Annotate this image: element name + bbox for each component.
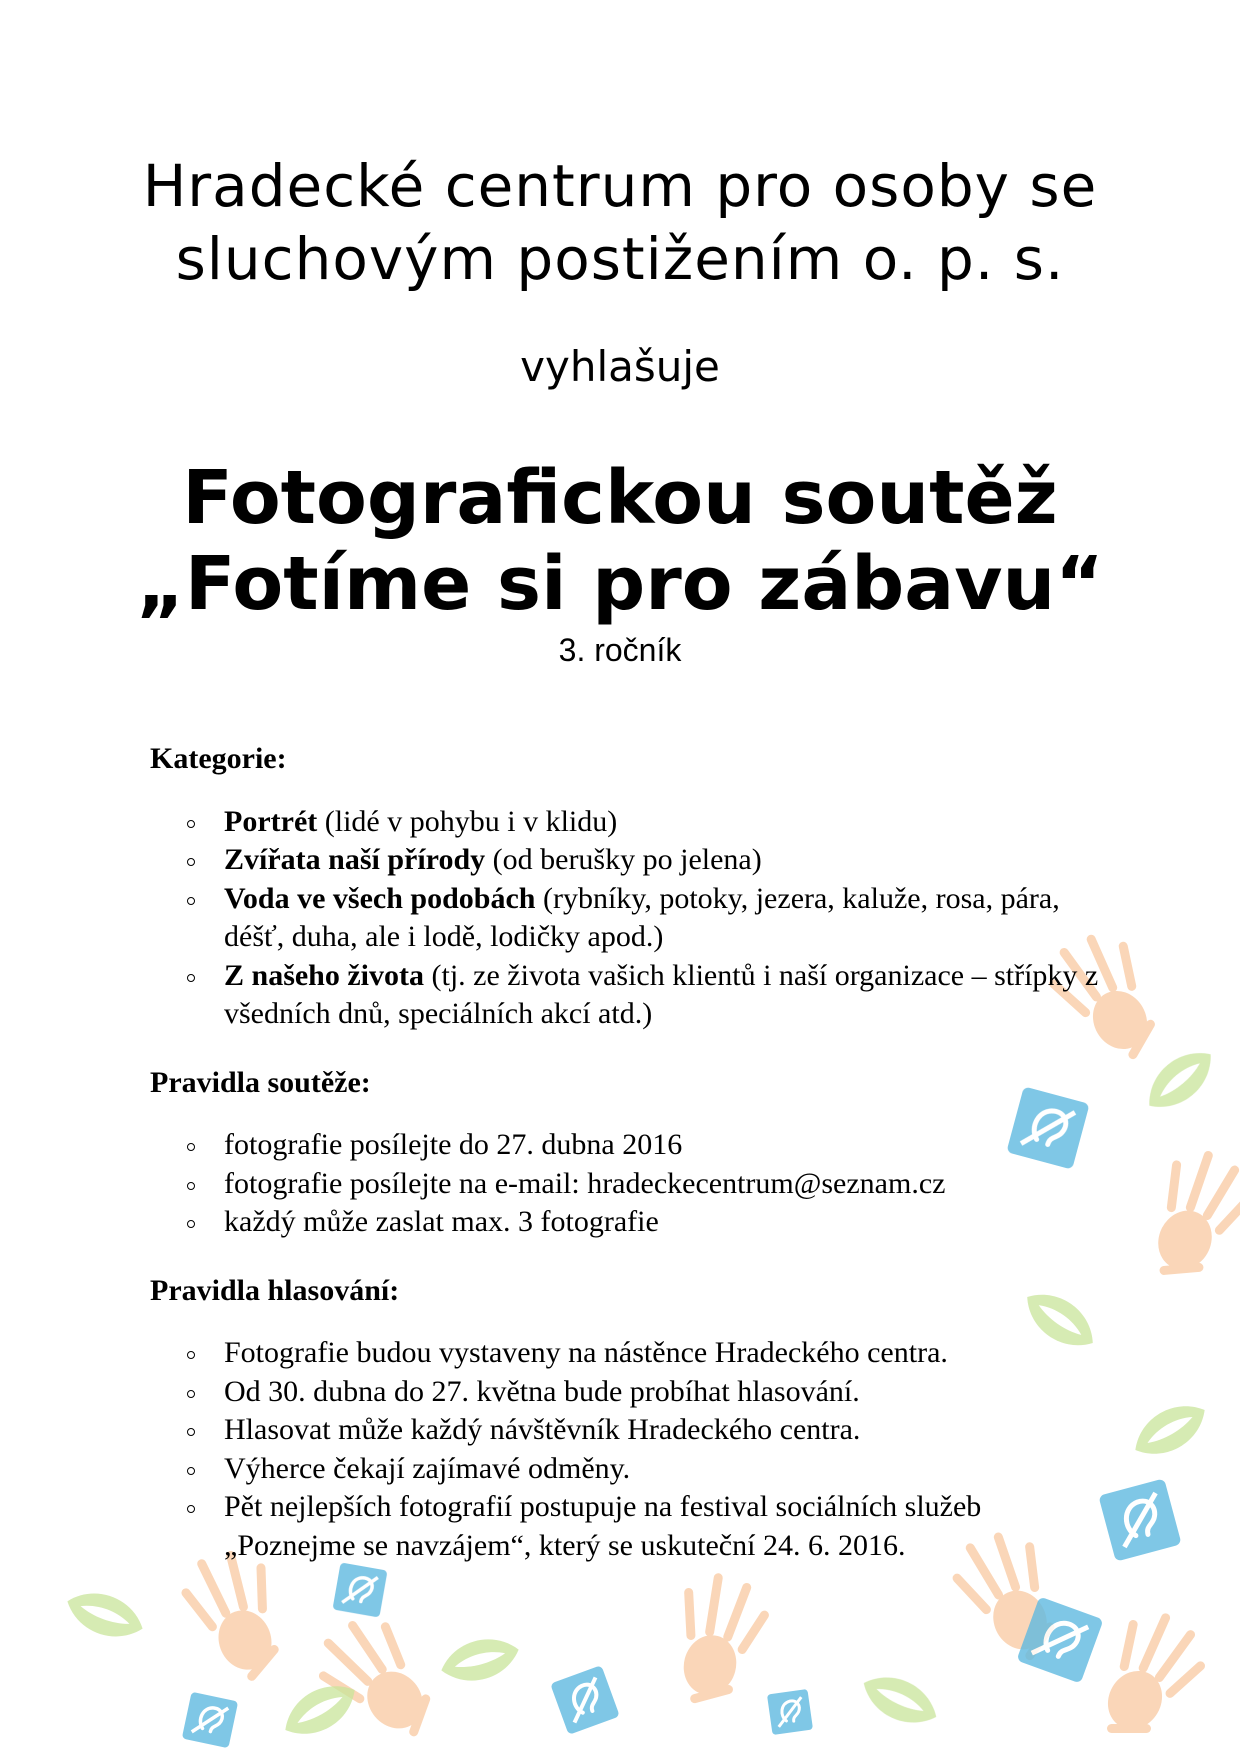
- voting-rules-list: [150, 1334, 1110, 1565]
- list-item: Zvířata naší přírody (od berušky po jelena): [150, 841, 1110, 880]
- contest-title-line-1: Fotografickou soutěž: [182, 455, 1058, 541]
- edition-label: 3. ročník: [558, 632, 682, 668]
- list-item: Fotografie budou vystaveny na nástěnce Hradeckého centra.: [150, 1334, 1110, 1373]
- circle-bullet-icon: [187, 1182, 195, 1190]
- circle-bullet-icon: [187, 1143, 195, 1151]
- list-item: každý může zaslat max. 3 fotografie: [150, 1203, 1110, 1242]
- list-item: Pět nejlepších fotografií postupuje na festival sociálních služeb „Poznejme se navzájem“, který se uskuteční 24. 6. 2016.: [150, 1488, 1110, 1565]
- categories-heading: Kategorie:: [150, 742, 287, 775]
- list-item: Od 30. dubna do 27. května bude probíhat hlasování.: [150, 1373, 1110, 1412]
- circle-bullet-icon: [187, 858, 195, 866]
- announces-text: vyhlašuje: [520, 342, 720, 391]
- circle-bullet-icon: [187, 1505, 195, 1513]
- categories-list: [150, 803, 1110, 1034]
- list-item: fotografie posílejte na e-mail: hradeckecentrum@seznam.cz: [150, 1165, 1110, 1204]
- contest-rules-list: [150, 1126, 1110, 1242]
- circle-bullet-icon: [187, 1428, 195, 1436]
- contest-rules-heading: Pravidla soutěže:: [150, 1065, 371, 1099]
- circle-bullet-icon: [187, 1467, 195, 1475]
- list-item: Výherce čekají zajímavé odměny.: [150, 1450, 1110, 1489]
- poster-body: [150, 740, 1110, 1595]
- circle-bullet-icon: [187, 897, 195, 905]
- organization-title-line-1: Hradecké centrum pro osoby se: [142, 152, 1098, 220]
- contest-title-line-2: „Fotíme si pro zábavu“: [136, 541, 1104, 627]
- circle-bullet-icon: [187, 820, 195, 828]
- circle-bullet-icon: [187, 1351, 195, 1359]
- list-item: Portrét (lidé v pohybu i v klidu): [150, 803, 1110, 842]
- list-item: Hlasovat může každý návštěvník Hradeckého centra.: [150, 1411, 1110, 1450]
- organization-title-line-2: sluchovým postižením o. p. s.: [175, 225, 1065, 293]
- circle-bullet-icon: [187, 1390, 195, 1398]
- circle-bullet-icon: [187, 1220, 195, 1228]
- list-item: Voda ve všech podobách (rybníky, potoky, jezera, kaluže, rosa, pára, déšť, duha, ale i lodě, lodičky apod.): [150, 880, 1110, 957]
- voting-rules-heading: Pravidla hlasování:: [150, 1273, 400, 1307]
- circle-bullet-icon: [187, 974, 195, 982]
- list-item: fotografie posílejte do 27. dubna 2016: [150, 1126, 1110, 1165]
- list-item: Z našeho života (tj. ze života vašich klientů i naší organizace – střípky z všedních dnů, speciálních akcí atd.): [150, 957, 1110, 1034]
